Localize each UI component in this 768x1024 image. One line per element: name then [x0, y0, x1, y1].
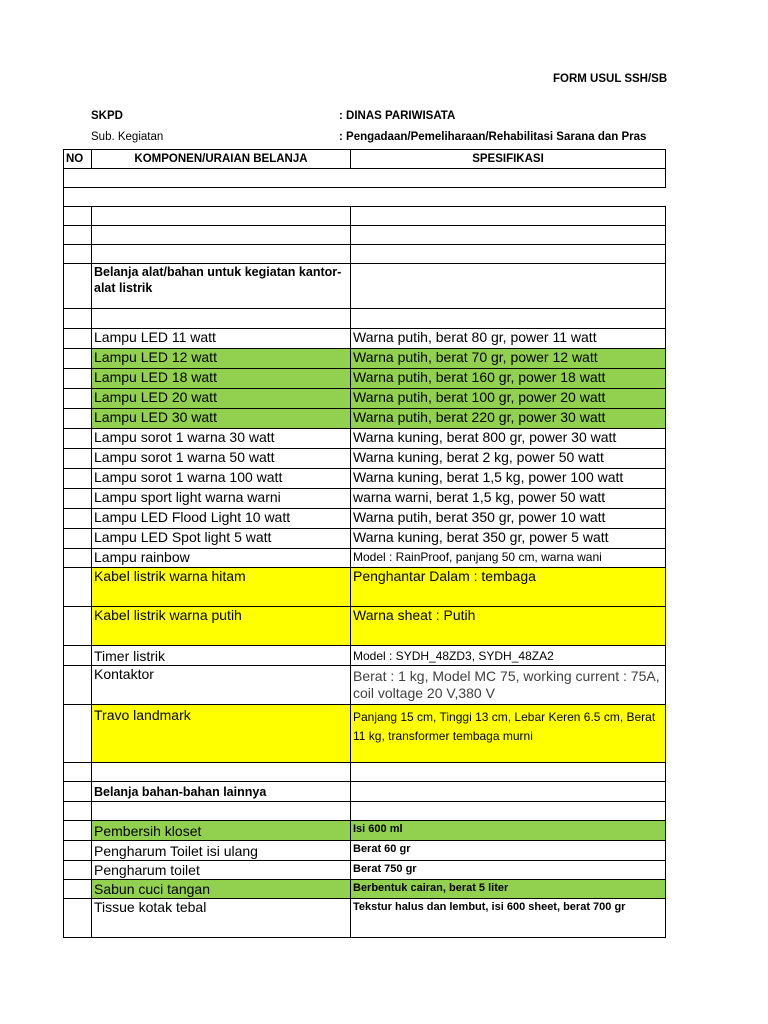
- spesifikasi-cell: Warna kuning, berat 800 gr, power 30 watt: [351, 429, 666, 449]
- subkeg-value: : Pengadaan/Pemeliharaan/Rehabilitasi Sarana dan Pras: [339, 131, 647, 143]
- table-row: [64, 705, 666, 763]
- spesifikasi-cell: Penghantar Dalam : tembaga: [351, 568, 666, 607]
- komponen-cell: Lampu sorot 1 warna 50 watt: [92, 449, 351, 469]
- section-title: Belanja alat/bahan untuk kegiatan kantor-alat listrik: [92, 264, 351, 309]
- komponen-cell: Lampu LED 12 watt: [92, 349, 351, 369]
- usulan-table: [63, 149, 666, 938]
- komponen-cell: Kabel listrik warna putih: [92, 607, 351, 646]
- spesifikasi-cell: Berat 750 gr: [351, 861, 666, 880]
- komponen-cell: Lampu LED Flood Light 10 watt: [92, 509, 351, 529]
- empty-row: [64, 188, 666, 207]
- header-no: NO: [64, 150, 92, 169]
- table-row: [64, 821, 666, 841]
- table-row: [64, 389, 666, 409]
- table-row: [64, 841, 666, 861]
- komponen-cell: Pengharum toilet: [92, 861, 351, 880]
- komponen-cell: Timer listrik: [92, 646, 351, 666]
- form-title: FORM USUL SSH/SB: [553, 73, 668, 85]
- table-row: [64, 489, 666, 509]
- komponen-cell: Lampu LED 20 watt: [92, 389, 351, 409]
- komponen-cell: Kabel listrik warna hitam: [92, 568, 351, 607]
- table-row: [64, 899, 666, 938]
- komponen-cell: Travo landmark: [92, 705, 351, 763]
- spesifikasi-cell: Warna putih, berat 100 gr, power 20 watt: [351, 389, 666, 409]
- section-row: [64, 782, 666, 802]
- table-row: [64, 329, 666, 349]
- spesifikasi-cell: Warna putih, berat 160 gr, power 18 watt: [351, 369, 666, 389]
- table-row: [64, 409, 666, 429]
- empty-row: [64, 207, 666, 226]
- komponen-cell: Pengharum Toilet isi ulang: [92, 841, 351, 861]
- spesifikasi-cell: Warna putih, berat 80 gr, power 11 watt: [351, 329, 666, 349]
- table-row: [64, 880, 666, 899]
- table-row: [64, 666, 666, 705]
- spesifikasi-cell: warna warni, berat 1,5 kg, power 50 watt: [351, 489, 666, 509]
- table-header-row: [64, 150, 666, 169]
- table-row: [64, 429, 666, 449]
- header-spesifikasi: SPESIFIKASI: [351, 150, 666, 169]
- table-row: [64, 449, 666, 469]
- spesifikasi-cell: Model : RainProof, panjang 50 cm, warna wani: [351, 549, 666, 568]
- empty-row: [64, 309, 666, 329]
- spesifikasi-cell: Warna putih, berat 220 gr, power 30 watt: [351, 409, 666, 429]
- empty-row: [64, 802, 666, 821]
- komponen-cell: Lampu LED 30 watt: [92, 409, 351, 429]
- empty-row: [64, 763, 666, 782]
- section-title: Belanja bahan-bahan lainnya: [92, 782, 351, 802]
- spesifikasi-cell: Berat 60 gr: [351, 841, 666, 861]
- table-row: [64, 529, 666, 549]
- spesifikasi-cell: Tekstur halus dan lembut, isi 600 sheet, berat 700 gr: [351, 899, 666, 938]
- spesifikasi-cell: Panjang 15 cm, Tinggi 13 cm, Lebar Keren 6.5 cm, Berat 11 kg, transformer tembaga murni: [351, 705, 666, 763]
- komponen-cell: Lampu LED Spot light 5 watt: [92, 529, 351, 549]
- komponen-cell: Kontaktor: [92, 666, 351, 705]
- table-row: [64, 568, 666, 607]
- spesifikasi-cell: Berbentuk cairan, berat 5 liter: [351, 880, 666, 899]
- table-row: [64, 549, 666, 568]
- komponen-cell: Lampu rainbow: [92, 549, 351, 568]
- table-row: [64, 509, 666, 529]
- table-row: [64, 607, 666, 646]
- komponen-cell: Sabun cuci tangan: [92, 880, 351, 899]
- spesifikasi-cell: Isi 600 ml: [351, 821, 666, 841]
- table-row: [64, 369, 666, 389]
- table-row: [64, 349, 666, 369]
- komponen-cell: Lampu LED 11 watt: [92, 329, 351, 349]
- header-komponen: KOMPONEN/URAIAN BELANJA: [92, 150, 351, 169]
- komponen-cell: Lampu sorot 1 warna 100 watt: [92, 469, 351, 489]
- spesifikasi-cell: Warna kuning, berat 1,5 kg, power 100 watt: [351, 469, 666, 489]
- spesifikasi-cell: Warna putih, berat 70 gr, power 12 watt: [351, 349, 666, 369]
- spesifikasi-cell: Warna putih, berat 350 gr, power 10 watt: [351, 509, 666, 529]
- komponen-cell: Pembersih kloset: [92, 821, 351, 841]
- komponen-cell: Lampu sorot 1 warna 30 watt: [92, 429, 351, 449]
- empty-row: [64, 245, 666, 264]
- komponen-cell: Lampu sport light warna warni: [92, 489, 351, 509]
- section-row: [64, 264, 666, 309]
- spesifikasi-cell: Model : SYDH_48ZD3, SYDH_48ZA2: [351, 646, 666, 666]
- spesifikasi-cell: Warna kuning, berat 350 gr, power 5 watt: [351, 529, 666, 549]
- table-row: [64, 861, 666, 880]
- spesifikasi-cell: Berat : 1 kg, Model MC 75, working current : 75A, coil voltage 20 V,380 V: [351, 666, 666, 705]
- table-row: [64, 469, 666, 489]
- table-row: [64, 646, 666, 666]
- empty-row: [64, 226, 666, 245]
- subkeg-label: Sub. Kegiatan: [91, 131, 164, 143]
- spesifikasi-cell: Warna sheat : Putih: [351, 607, 666, 646]
- komponen-cell: Lampu LED 18 watt: [92, 369, 351, 389]
- skpd-label: SKPD: [91, 110, 123, 122]
- spesifikasi-cell: Warna kuning, berat 2 kg, power 50 watt: [351, 449, 666, 469]
- empty-row: [64, 169, 666, 188]
- skpd-value: : DINAS PARIWISATA: [339, 110, 456, 122]
- komponen-cell: Tissue kotak tebal: [92, 899, 351, 938]
